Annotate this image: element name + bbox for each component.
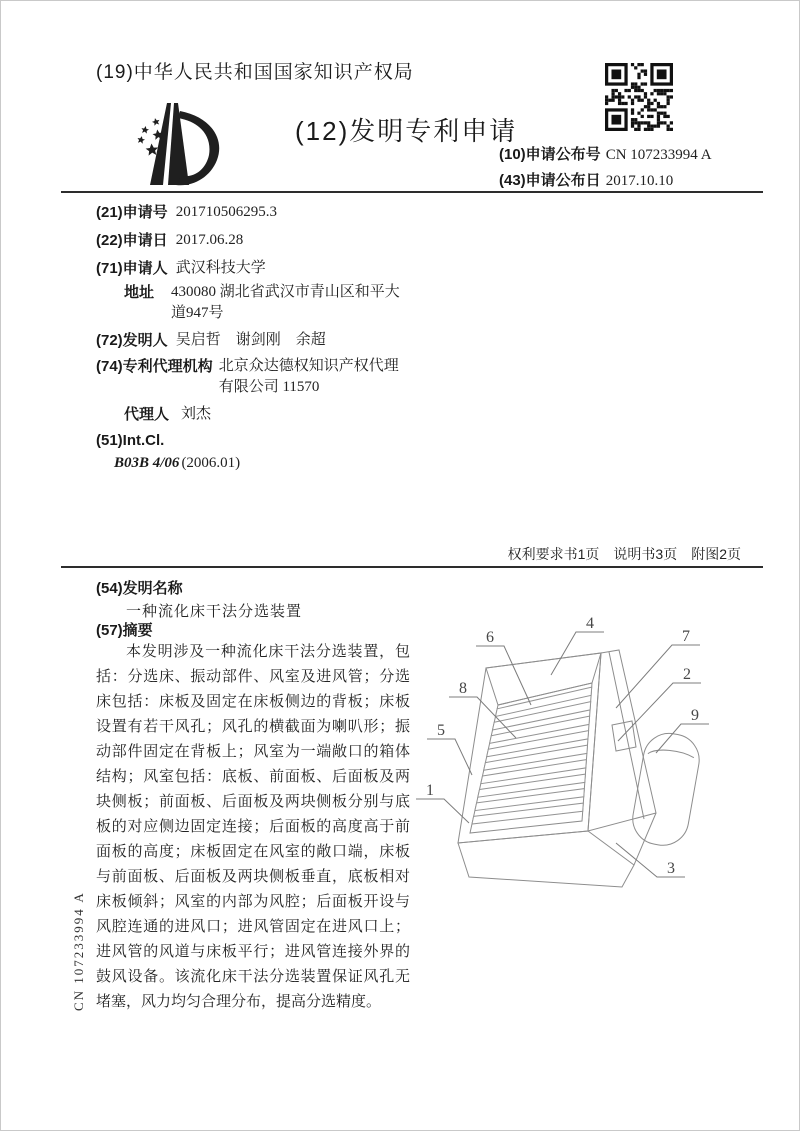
abstract-text: 本发明涉及一种流化床干法分选装置，包括：分选床、振动部件、风室及进风管；分选床包括：床板及固定在床板侧边的背板；床板设置有若干风孔；风孔的横截面为喇叭形；振动部件固定在背板上；风室为一端敞口的箱体结构；风室包括：底板、前面板、后面板及两块侧板；前面板、后面板及两块侧板分别与底板的对应侧边固定连接；后面板的高度高于前面板的高度；床板固定在风室的敞口端，床板与前面板、后面板及两块侧板垂直，底板相对床板倾斜；风室的内部为风腔；后面板开设与风腔连通的进风口；进风管固定在进风口上；进风管的风道与床板平行；进风管连接外界的鼓风设备。该流化床干法分选装置保证风孔无堵塞，风力均匀合理分布，提高分选精度。: [96, 644, 410, 1010]
address-row: [124, 282, 411, 324]
invention-title-label: (54)发明名称: [96, 580, 183, 597]
publication-number-label: (10)申请公布号: [499, 146, 601, 163]
abstract-label: (57)摘要: [96, 622, 153, 639]
application-date-row: [96, 230, 243, 251]
side-publication-code: CN 107233994 A: [71, 891, 86, 1011]
agent-value: 刘杰: [181, 406, 212, 422]
ref-num-6: 6: [486, 629, 494, 646]
intcl-class-row: [114, 453, 240, 474]
ref-num-3: 3: [667, 860, 675, 877]
agency-label: (74)专利代理机构: [96, 358, 213, 375]
publication-number-value: CN 107233994 A: [605, 147, 712, 163]
agency-value: 北京众达德权知识产权代理有限公司 11570: [218, 358, 399, 395]
address-label: 地址: [124, 284, 155, 301]
publication-number-row: [499, 142, 712, 168]
document-type-title: (12)发明专利申请: [295, 116, 518, 146]
inventors-label: (72)发明人: [96, 332, 168, 349]
ref-num-7: 7: [682, 628, 690, 645]
intcl-version-value: (2006.01): [181, 455, 241, 471]
inventors-row: [96, 330, 326, 351]
intcl-label: (51)Int.Cl.: [96, 432, 165, 449]
ref-num-8: 8: [459, 680, 467, 697]
patent-figure: [416, 613, 776, 903]
application-date-label: (22)申请日: [96, 232, 168, 249]
invention-title: 一种流化床干法分选装置: [126, 604, 303, 620]
applicant-row: [96, 258, 266, 279]
publication-block: [499, 142, 712, 194]
cnipa-logo-icon: [123, 97, 238, 189]
inlet-pipe: [629, 729, 704, 849]
pages-info: 权利要求书1页 说明书3页 附图2页: [507, 546, 741, 562]
ref-num-5: 5: [437, 722, 445, 739]
application-number-label: (21)申请号: [96, 204, 168, 221]
patent-office-name: (19)中华人民共和国国家知识产权局: [96, 62, 414, 83]
intcl-class-value: B03B 4/06: [114, 455, 180, 471]
header-divider: [61, 191, 763, 193]
application-number-row: [96, 202, 277, 223]
application-date-value: 2017.06.28: [175, 232, 244, 248]
application-number-value: 201710506295.3: [175, 204, 277, 220]
applicant-label: (71)申请人: [96, 260, 168, 277]
ref-num-4: 4: [586, 615, 594, 632]
qr-code: [605, 63, 673, 131]
inventors-value: 吴启哲 谢剑刚 余超: [175, 332, 326, 348]
louver-slats: [472, 687, 592, 824]
publication-date-label: (43)申请公布日: [499, 172, 601, 189]
ref-num-9: 9: [691, 707, 699, 724]
address-value: 430080 湖北省武汉市青山区和平大道947号: [171, 284, 400, 321]
applicant-value: 武汉科技大学: [175, 260, 266, 276]
intcl-row: [96, 430, 164, 451]
publication-date-value: 2017.10.10: [605, 173, 674, 189]
biblio-divider: [61, 566, 763, 568]
agent-row: [124, 404, 211, 425]
ref-num-1: 1: [426, 782, 434, 799]
agency-row: [96, 356, 413, 398]
agent-label: 代理人: [124, 406, 170, 423]
ref-num-2: 2: [683, 666, 691, 683]
